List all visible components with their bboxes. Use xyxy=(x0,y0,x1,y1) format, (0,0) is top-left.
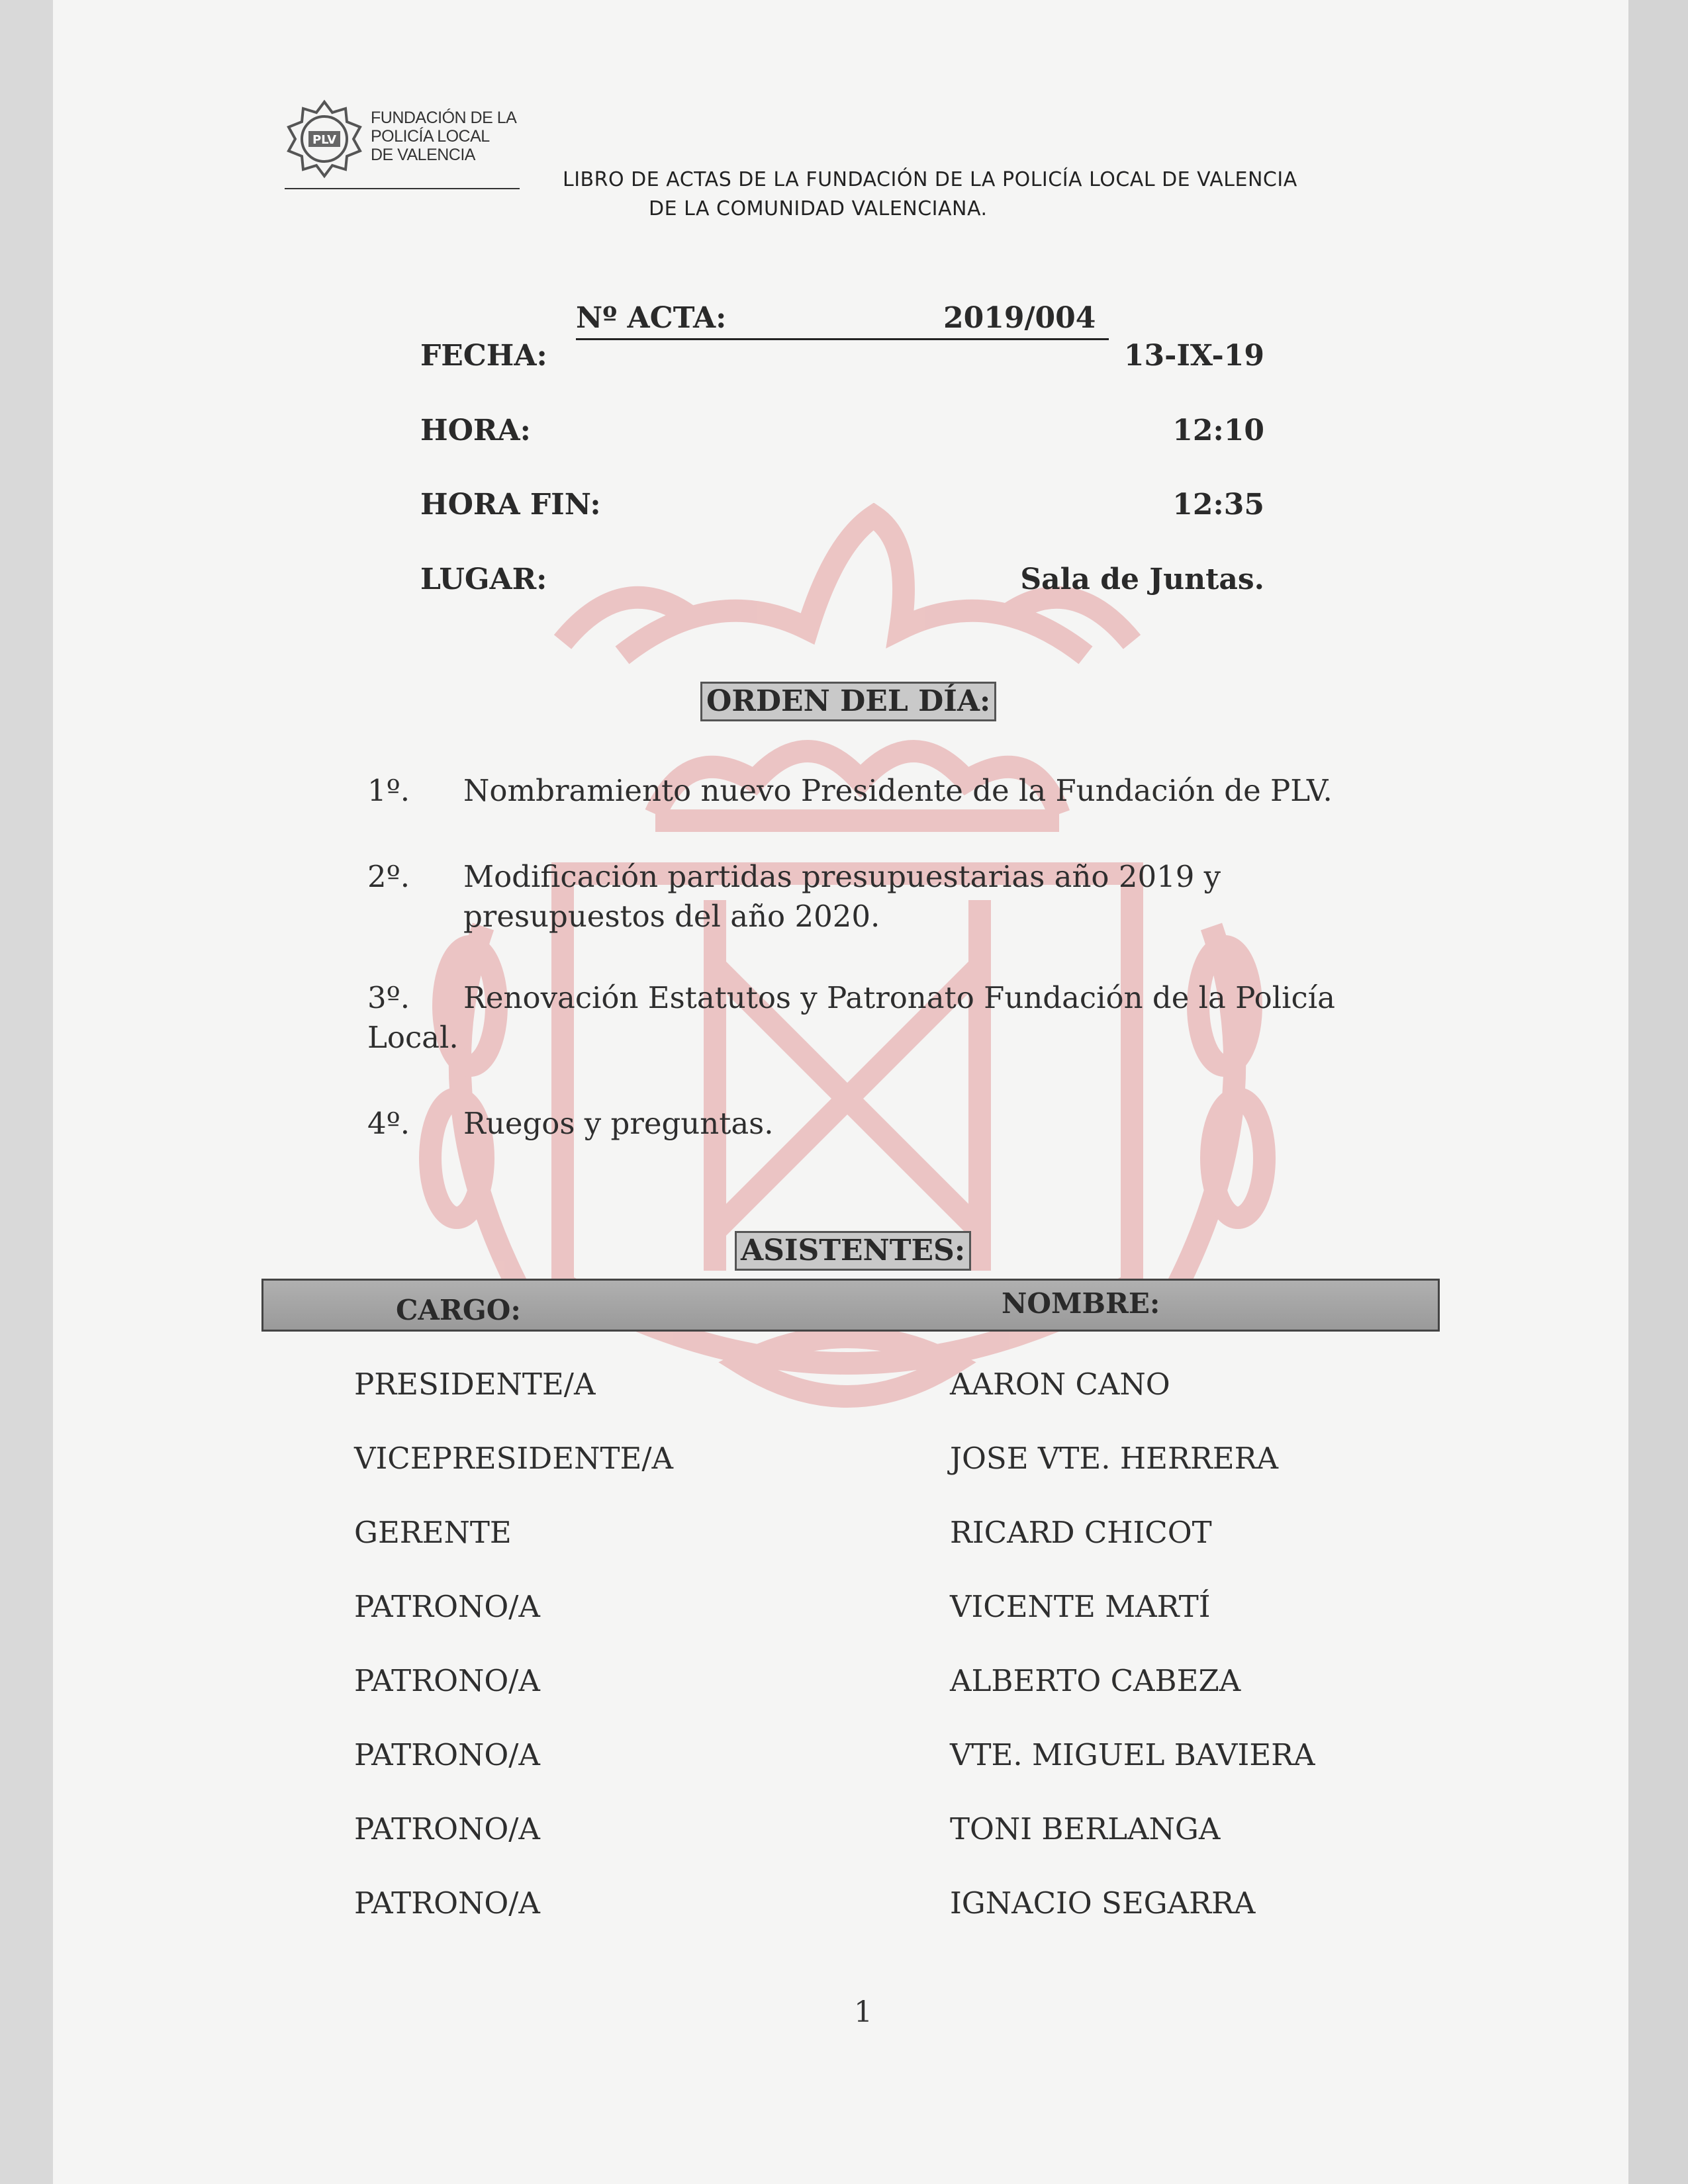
agenda-item-text: Nombramiento nuevo Presidente de la Fundación de PLV. xyxy=(463,773,1333,808)
orden-del-dia-heading: ORDEN DEL DÍA: xyxy=(700,682,996,721)
meta-label: FECHA: xyxy=(420,339,547,373)
column-header-nombre: NOMBRE: xyxy=(1002,1287,1160,1320)
attendee-row xyxy=(354,1811,1387,1851)
agenda-item xyxy=(367,978,1400,1058)
logo-text xyxy=(371,109,516,164)
agenda-item-text: Renovación Estatutos y Patronato Fundación de la Policía xyxy=(463,980,1335,1015)
attendee-row xyxy=(354,1886,1387,1925)
agenda-item-text-continued: Local. xyxy=(367,1020,459,1055)
asistentes-heading: ASISTENTES: xyxy=(735,1231,971,1271)
attendee-row xyxy=(354,1515,1387,1555)
column-header-cargo: CARGO: xyxy=(396,1294,521,1326)
page-number: 1 xyxy=(854,1995,872,2029)
attendee-cargo: PRESIDENTE/A xyxy=(354,1367,596,1402)
attendee-cargo: PATRONO/A xyxy=(354,1886,540,1921)
logo-text-line-1: FUNDACIÓN DE LA xyxy=(371,109,517,127)
agenda-item xyxy=(367,1104,1400,1144)
meta-value: 12:35 xyxy=(1172,488,1264,522)
acta-label: Nº ACTA: xyxy=(576,301,727,335)
police-seal-icon xyxy=(285,99,364,179)
agenda-item-text: Ruegos y preguntas. xyxy=(463,1106,774,1141)
attendee-nombre: ALBERTO CABEZA xyxy=(950,1663,1241,1698)
scan-edge-right xyxy=(1628,0,1688,2184)
attendee-cargo: PATRONO/A xyxy=(354,1811,540,1846)
meta-value: 13-IX-19 xyxy=(1123,339,1264,373)
agenda-item-text-continued: presupuestos del año 2020. xyxy=(463,899,880,934)
book-title xyxy=(563,165,1423,224)
attendee-nombre: JOSE VTE. HERRERA xyxy=(950,1441,1278,1476)
logo-divider xyxy=(285,188,520,189)
attendee-nombre: AARON CANO xyxy=(950,1367,1170,1402)
attendee-row xyxy=(354,1367,1387,1406)
meta-value: 12:10 xyxy=(1172,414,1264,447)
attendee-nombre: VTE. MIGUEL BAVIERA xyxy=(950,1737,1315,1772)
logo-text-line-2: POLICÍA LOCAL xyxy=(371,127,490,146)
acta-number-row xyxy=(576,301,1109,340)
seal-text: PLV xyxy=(312,133,337,147)
acta-value: 2019/004 xyxy=(943,301,1096,335)
attendee-row xyxy=(354,1441,1387,1480)
attendee-cargo: PATRONO/A xyxy=(354,1737,540,1772)
attendee-nombre: IGNACIO SEGARRA xyxy=(950,1886,1256,1921)
attendee-row xyxy=(354,1589,1387,1629)
meta-label: LUGAR: xyxy=(420,563,547,596)
book-title-line-1: LIBRO DE ACTAS DE LA FUNDACIÓN DE LA POLICÍA LOCAL DE VALENCIA xyxy=(563,168,1297,191)
attendee-row xyxy=(354,1737,1387,1777)
attendee-cargo: GERENTE xyxy=(354,1515,512,1550)
agenda-item-number: 3º. xyxy=(367,980,410,1015)
attendee-nombre: VICENTE MARTÍ xyxy=(950,1589,1211,1624)
foundation-logo xyxy=(285,99,549,179)
attendees-table-header xyxy=(261,1279,1440,1332)
agenda-item xyxy=(367,857,1400,936)
agenda-item-number: 4º. xyxy=(367,1106,410,1141)
logo-text-line-3: DE VALENCIA xyxy=(371,146,475,164)
agenda-item xyxy=(367,771,1400,811)
attendee-nombre: RICARD CHICOT xyxy=(950,1515,1212,1550)
attendee-nombre: TONI BERLANGA xyxy=(950,1811,1221,1846)
book-title-line-2: DE LA COMUNIDAD VALENCIANA. xyxy=(649,197,988,220)
meta-label: HORA FIN: xyxy=(420,488,601,522)
attendee-cargo: PATRONO/A xyxy=(354,1663,540,1698)
scan-edge-left xyxy=(0,0,53,2184)
attendee-row xyxy=(354,1663,1387,1703)
agenda-item-text: Modificación partidas presupuestarias año 2019 y xyxy=(463,859,1221,894)
meta-value: Sala de Juntas. xyxy=(1020,563,1264,596)
meta-label: HORA: xyxy=(420,414,531,447)
agenda-item-number: 1º. xyxy=(367,773,410,808)
agenda-item-number: 2º. xyxy=(367,859,410,894)
attendee-cargo: VICEPRESIDENTE/A xyxy=(354,1441,673,1476)
attendee-cargo: PATRONO/A xyxy=(354,1589,540,1624)
